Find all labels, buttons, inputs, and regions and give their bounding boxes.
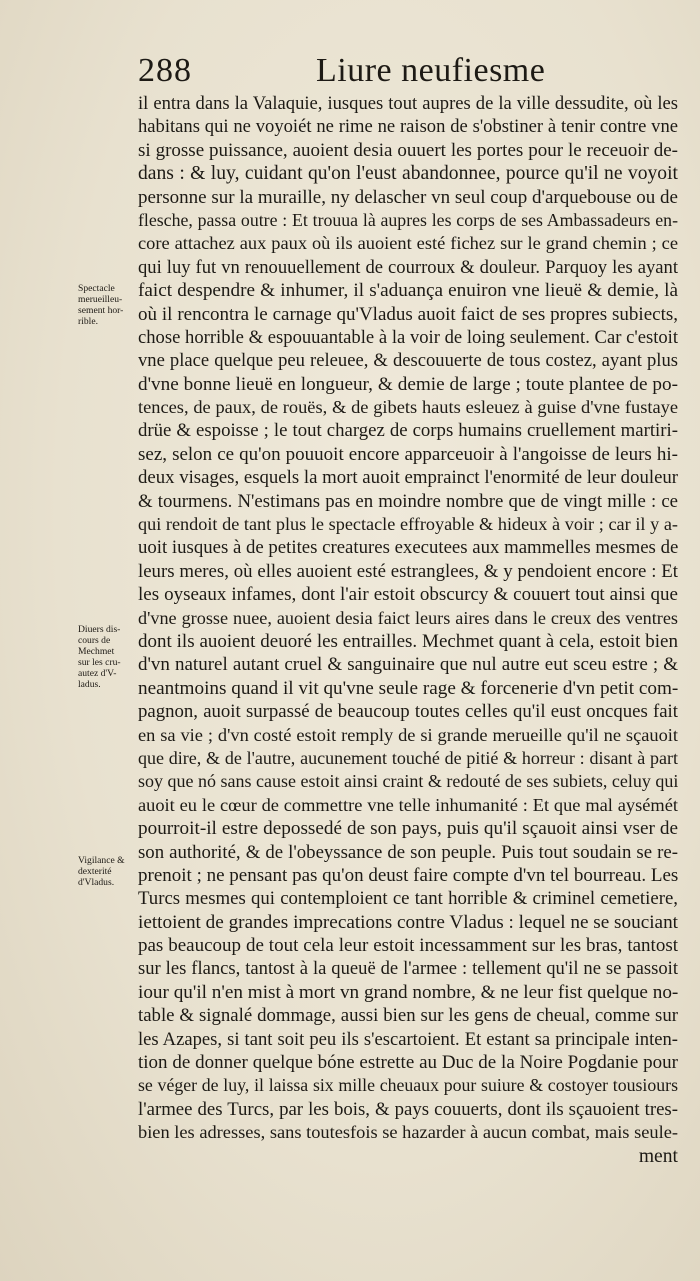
margin-note-line: Mechmet: [78, 646, 115, 657]
text-line: leurs meres, où elles auoient esté estranglees, & y pendoient encore : Et: [138, 560, 678, 582]
text-line: table & signalé dommage, aussi bien sur les gens de cheual, comme sur: [138, 1005, 678, 1027]
text-line: neantmoins quand il vit qu'vne seule rage & forcenerie d'vn petit com-: [138, 677, 678, 699]
text-line: bien les adresses, sans toutesfois se hazarder à aucun combat, mais seule-: [138, 1122, 678, 1143]
text-line: pas beaucoup de tout cela leur estoit incessamment sur les bras, tantost: [138, 935, 678, 957]
text-line: tences, de paux, de rouës, & de gibets hauts esleuez à guise d'vne fustaye: [138, 397, 678, 418]
margin-note-spectacle: [78, 283, 142, 327]
text-line: dans : & luy, cuidant qu'on l'eust abandonnee, pource qu'il ne voyoit: [138, 163, 678, 185]
margin-note-line: Spectacle: [78, 283, 115, 294]
margin-note-line: rible.: [78, 316, 98, 327]
text-line: pagnon, auoit surpassé de beaucoup toutes celles qu'il eust oncques fait: [138, 701, 678, 723]
text-line: pourroit-il estre depossedé de son pays, puis qu'il sçauoit ainsi vser de: [138, 818, 678, 840]
running-head: Liure neufiesme: [316, 52, 546, 89]
margin-note-line: dexterité: [78, 866, 112, 877]
text-line: personne sur la muraille, ny delascher vn seul coup d'arquebouse ou de: [138, 186, 678, 208]
text-line: les Azapes, si tant soit peu ils s'escartoient. Et estant sa principale inten-: [138, 1028, 678, 1050]
text-line: habitans qui ne voyoiét ne rime ne raison de s'obstiner à tenir contre vne: [138, 116, 678, 138]
text-line: & tourmens. N'estimans pas en moindre nombre que de vingt mille : ce: [138, 490, 678, 512]
text-line: soy que nó sans cause estoit ainsi craint & redouté de ses subiets, celuy qui: [138, 771, 678, 792]
text-line: où il rencontra le carnage qu'Vladus auoit faict de ses propres subiects,: [138, 303, 678, 325]
text-line: l'armee des Turcs, par les bois, & pays couuerts, dont ils sçauoient tres-: [138, 1098, 678, 1120]
margin-note-line: merueilleu-: [78, 294, 123, 305]
text-line: deux visages, esquels la mort auoit emprainct l'enormité de leur douleur: [138, 467, 678, 489]
margin-note-line: Vigilance &: [78, 855, 125, 866]
text-line: d'vne bonne lieuë en longueur, & demie de large ; toute plantee de po-: [138, 373, 678, 395]
text-line: dont ils auoient deuoré les entrailles. Mechmet quant à cela, estoit bien: [138, 630, 678, 652]
text-line: prenoit ; ne pensant pas qu'on deust faire compte d'vn tel bourreau. Les: [138, 864, 678, 886]
margin-note-line: cours de: [78, 635, 111, 646]
text-line: tion de donner quelque bóne estrette au Duc de la Noire Pogdanie pour: [138, 1052, 678, 1074]
text-line: qui rendoit de tant plus le spectacle effroyable & hideux à voir ; car il y a-: [138, 514, 678, 535]
text-line: se véger de luy, il laissa six mille cheuaux pour suiure & costoyer tousiours: [138, 1075, 678, 1096]
catchword: ment: [638, 1145, 678, 1167]
margin-note-vigilance: [78, 855, 142, 888]
text-line: que dire, & de l'autre, aucunement touché de pitié & horreur : disant à part: [138, 747, 678, 768]
text-line: les oyseaux infames, dont l'air estoit obscurcy & couuert tout ainsi que: [138, 584, 678, 606]
text-line: sez, selon ce qu'on pouuoit encore apparceuoir à l'angoisse de leurs hi-: [138, 443, 678, 465]
text-line: iour qu'il n'en mist à mort vn grand nombre, & ne leur fist quelque no-: [138, 981, 678, 1003]
page-number: 288: [138, 52, 192, 89]
text-line: vne place quelque peu releuee, & descouuerte de tous costez, ayant plus: [138, 350, 678, 372]
text-line: core attachez aux paux où ils auoient esté fichez sur le grand chemin ; ce: [138, 233, 678, 254]
main-text-block: [138, 92, 678, 1168]
text-line: auoit eu le cœur de commettre vne telle inhumanité : Et que mal aysémét: [138, 794, 678, 815]
text-line: son authorité, & de l'obeyssance de son peuple. Puis tout soudain se re-: [138, 841, 678, 863]
text-line: si grosse puissance, auoient desia ouuert les portes pour le receuoir de-: [138, 139, 678, 161]
text-line: d'vn naturel autant cruel & sanguinaire que nul autre eut sceu estre ; &: [138, 654, 678, 676]
text-line: qui luy fut vn renouuellement de courroux & douleur. Parquoy les ayant: [138, 256, 678, 278]
text-line: sur les flancs, tantost à la queuë de l'armee : tellement qu'il ne se passoit: [138, 958, 678, 980]
text-line: en sa vie ; d'vn costé estoit remply de si grande merueille qu'il ne sçauoit: [138, 724, 678, 745]
margin-note-line: autez d'V-: [78, 668, 117, 679]
text-line: il entra dans la Valaquie, iusques tout aupres de la ville dessudite, où les: [138, 93, 678, 114]
margin-note-line: sur les cru-: [78, 657, 121, 668]
margin-note-line: sement hor-: [78, 305, 124, 316]
text-line: drüe & espoisse ; le tout chargez de corps humains cruellement martiri-: [138, 420, 678, 442]
text-line: d'vne grosse nuee, auoient desia faict leurs aires dans le creux des ventres: [138, 607, 678, 628]
text-line: Turcs mesmes qui contemploient ce tant horrible & criminel cemetiere,: [138, 888, 678, 910]
margin-note-mechmet: [78, 624, 142, 690]
text-line: faict despendre & inhumer, il s'aduança enuiron vne lieuë & demie, là: [138, 280, 678, 302]
margin-note-line: Diuers dis-: [78, 624, 121, 635]
text-line: chose horrible & espouuantable à la voir de loing seulement. Car c'estoit: [138, 326, 678, 348]
margin-note-line: ladus.: [78, 679, 101, 690]
page-header: [138, 52, 678, 92]
margin-note-line: d'Vladus.: [78, 877, 115, 888]
text-line: iettoient de grandes imprecations contre Vladus : lequel ne se souciant: [138, 911, 678, 933]
text-line: flesche, passa outre : Et trouua là aupres les corps de ses Ambassadeurs en-: [138, 209, 678, 230]
text-line: uoit iusques à de petites creatures executees aux mammelles mesmes de: [138, 537, 678, 559]
